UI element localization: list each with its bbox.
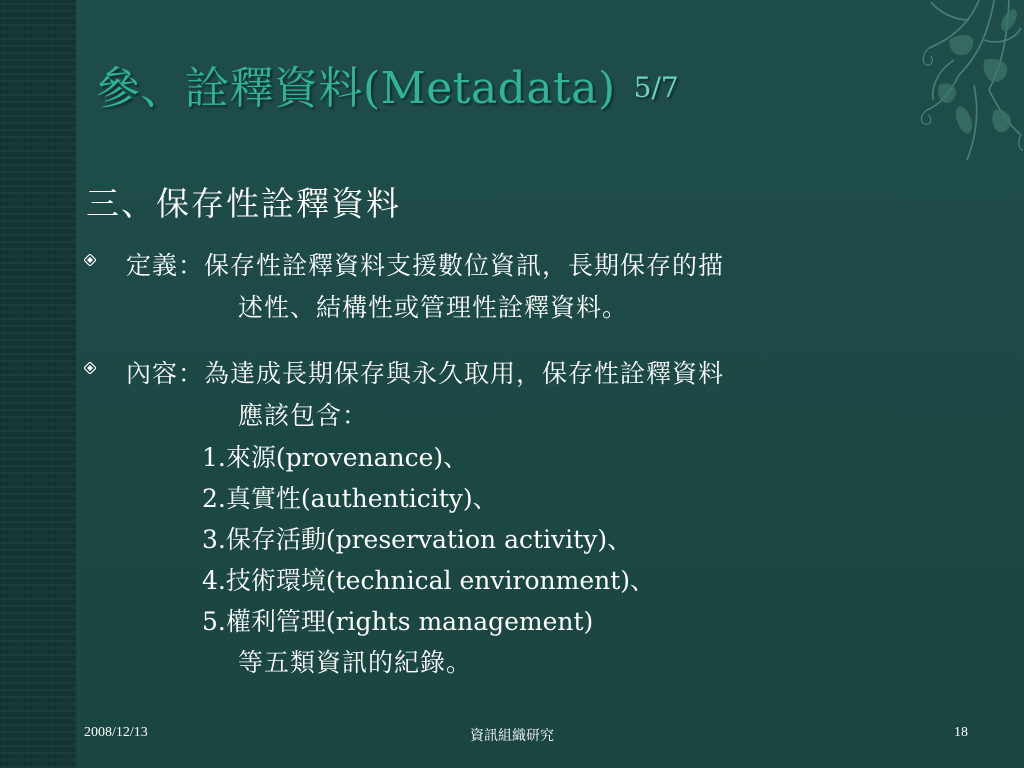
list-item: 2.真實性(authenticity)、 xyxy=(202,484,498,513)
slide-title xyxy=(96,58,916,119)
list-tail: 等五類資訊的紀錄。 xyxy=(238,648,473,677)
bullet-definition xyxy=(84,245,924,329)
floral-ornament-icon xyxy=(909,0,1024,170)
diamond-bullet-icon xyxy=(84,362,96,374)
section-subheading: 三、保存性詮釋資料 xyxy=(86,184,401,223)
bullet-definition-line-1: 定義：保存性詮釋資料支援數位資訊，長期保存的描 xyxy=(126,251,725,280)
list-item: 5.權利管理(rights management) xyxy=(202,607,594,636)
list-item: 4.技術環境(technical environment)、 xyxy=(202,566,656,595)
bullet-content-line-2: 應該包含： xyxy=(238,401,369,430)
title-text: 參、詮釋資料(Metadata) xyxy=(96,63,616,114)
left-texture-band xyxy=(0,0,76,768)
title-page-indicator: 5/7 xyxy=(633,71,679,104)
bullet-content-line-1: 內容：為達成長期保存與永久取用，保存性詮釋資料 xyxy=(126,359,725,388)
list-item: 3.保存活動(preservation activity)、 xyxy=(202,525,633,554)
diamond-bullet-icon xyxy=(84,254,96,266)
list-item: 1.來源(provenance)、 xyxy=(202,443,469,472)
footer-page-number: 18 xyxy=(954,725,968,740)
footer-title: 資訊組織研究 xyxy=(470,729,554,744)
bullet-definition-line-2: 述性、結構性或管理性詮釋資料。 xyxy=(238,293,629,322)
bullet-content xyxy=(84,353,924,684)
footer-date: 2008/12/13 xyxy=(84,725,148,740)
